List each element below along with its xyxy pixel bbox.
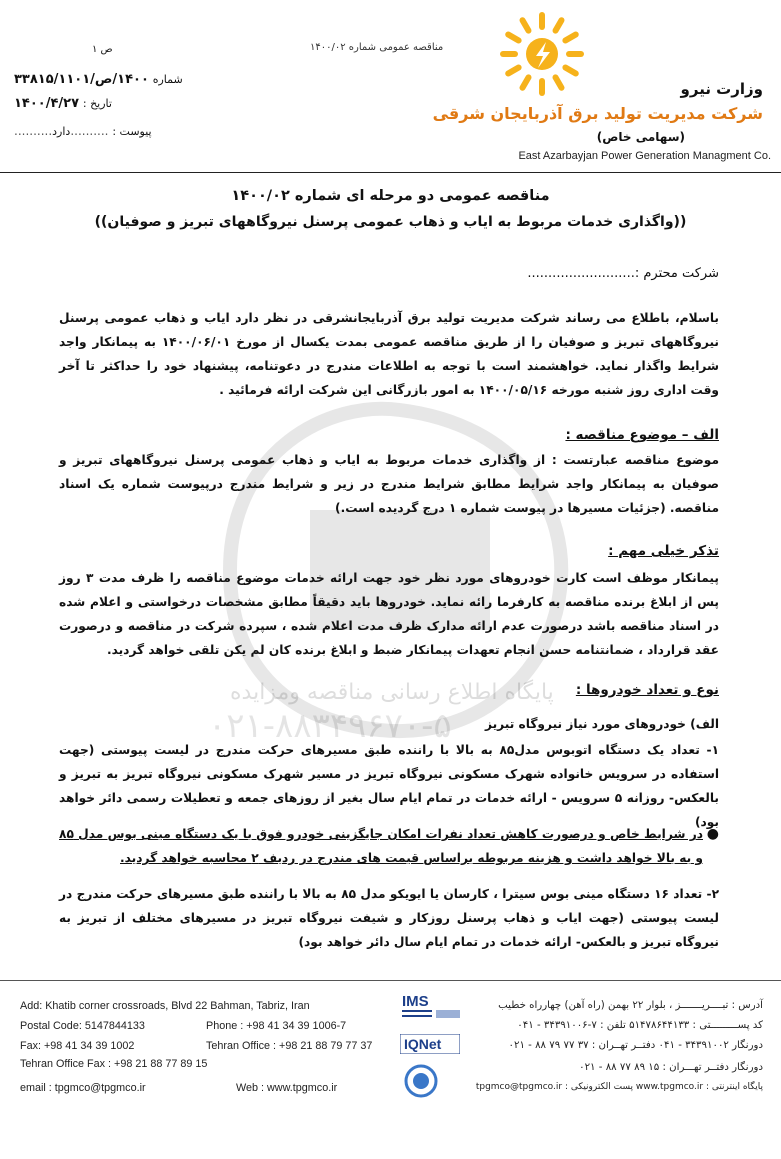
heading-important-note: تذکر خیلی مهم : — [608, 543, 719, 559]
footer-fax-en: Fax: +98 41 34 39 1002 — [20, 1040, 135, 1052]
letter-date-value: ۱۴۰۰/۴/۲۷ — [14, 96, 80, 111]
footer-email-web-en — [20, 1082, 338, 1094]
iqnet-cert-icon — [400, 1034, 460, 1054]
heading-subject: الف – موضوع مناقصه : — [565, 427, 719, 443]
letter-number — [14, 72, 183, 87]
letter-attachment-value: دارد — [52, 125, 71, 138]
bullet-dot-icon: ● — [706, 826, 719, 842]
letter-attachment — [14, 124, 152, 138]
footer-fax-fa: دورنگار ۳۴۳۹۱۰۰۲ - ۰۴۱ دفتــر تهــران : ۳۷ ۷۷ ۷۹ ۸۸ - ۰۲۱ — [508, 1040, 763, 1051]
header-divider — [0, 172, 781, 173]
company-type: (سهامی خاص) — [596, 130, 685, 144]
footer-email-en: email : tpgmco@tpgmco.ir — [20, 1082, 146, 1094]
company-name-fa: شرکت مدیریت تولید برق آذربایجان شرقی — [432, 104, 763, 123]
footer-address-en: Add: Khatib corner crossroads, Blvd 22 Bahman, Tabriz, Iran — [20, 1000, 310, 1012]
footer-phone-en: Phone : +98 41 34 39 1006-7 — [206, 1020, 347, 1032]
letter-date-label: تاریخ : — [82, 97, 112, 110]
bullet-note — [59, 822, 719, 870]
footer-web-email-fa: پایگاه اینترنتی : www.tpgmco.ir پست الکترونیکی : tpgmco@tpgmco.ir — [475, 1082, 763, 1092]
letter-attachment-dots: .......... — [70, 124, 109, 138]
footer-fax-office-en — [20, 1040, 373, 1052]
company-logo — [498, 10, 586, 98]
vehicle-item-2: ۲- تعداد ۱۶ دستگاه مینی بوس سیترا ، کارسان یا ایویکو مدل ۸۵ به بالا با راننده طبق مسیرهای حرکت مندرج در لیست پیوستی (جهت ایاب و ذهاب پرسنل روزکار و شیفت نیروگاه تبریز در مسیرهای مختلف از تبریز به نیروگاه تبریز و بالعکس- ارائه خدمات در تمام ایام سال دائر خواهد بود) — [59, 887, 720, 949]
ministry-name: وزارت نیرو — [680, 80, 763, 98]
important-note-paragraph: پیمانکار موظف است کارت خودروهای مورد نظر خود جهت ارائه خدمات موضوع مناقصه را ظرف مدت ۳ روز پس از ابلاغ برنده مناقصه به کارفرما رائه نماید. خودروها باید دقیقاً مطابق مشخصات درخواستی و اعلام شده در اسناد مناقصه باشد درصورت عدم ارائه مدارک ظرف مدت اعلام شده ، سپرده شرکت در مناقصه و درصورت عقد قرارداد ، ضمانتنامه حسن انجام تعهدات پیمانکار ضبط و ابلاغ برنده کان لم یکن تلقی خواهد گردید. — [59, 571, 719, 657]
watermark-phone: ۰۲۱-۸۸۳۴۹۶۷۰-۵ — [208, 706, 452, 746]
header-tender-ref: مناقصه عمومی شماره ۱۴۰۰/۰۲ — [310, 42, 444, 53]
footer-tehran-office-en: Tehran Office : +98 21 88 79 77 37 — [206, 1040, 373, 1052]
bullet-note-text: در شرایط خاص و درصورت کاهش تعداد نفرات امکان جایگزینی خودرو فوق با یک دستگاه مینی بوس مدل ۸۵ و به بالا خواهد داشت و هزینه مربوطه براساس قیمت های مندرج در ردیف ۲ محاسبه خواهد گردید. — [59, 827, 703, 865]
intro-paragraph: باسلام، باطلاع می رساند شرکت مدیریت تولید برق آذربایجانشرقی در نظر دارد ایاب و ذهاب عمومی پرسنل نیروگاههای تبریز و صوفیان را از طریق مناقصه عمومی بمدت یکسال از مورخ ۱۴۰۰/۰۶/۰۱ به پیمانکار واجد شرایط واگذار نماید. خواهشمند است با توجه به اطلاعات مندرج در دعوتنامه، پیشنهاد خود را حداکثر تا آخر وقت اداری روز شنبه مورخه ۱۴۰۰/۰۵/۱۶ به امور بازرگانی این شرکت ارائه فرمائید . — [59, 311, 720, 397]
letter-attachment-label: پیوست : — [112, 125, 152, 138]
letter-number-value: ۱۴۰۰/ص/۳۳۸۱۵/۱۱۰۱ — [14, 72, 149, 87]
footer-address-fa: آدرس : تبــــریـــــــز ، بلوار ۲۲ بهمن (راه آهن) چهارراه خطیب — [498, 1000, 763, 1011]
watermark-text: پایگاه اطلاع رسانی مناقصه ومزایده — [230, 680, 554, 705]
document-subtitle: ((واگذاری خدمات مربوط به ایاب و ذهاب عمومی پرسنل نیروگاههای تبریز و صوفیان)) — [94, 214, 687, 230]
quality-badge-icon — [404, 1064, 438, 1098]
footer-tehran-fax-fa: دورنگار دفتــر تهـــران : ۱۵ ۸۹ ۷۷ ۸۸ - ۰۲۱ — [579, 1062, 763, 1073]
letter-date — [14, 96, 112, 111]
page-number: ص ۱ — [92, 44, 113, 55]
footer-divider — [0, 980, 781, 981]
footer-tehran-fax-en: Tehran Office Fax : +98 21 88 77 89 15 — [20, 1058, 208, 1070]
letter-attachment-dots: .......... — [14, 124, 53, 138]
footer-postal-fa: کد پســـــــــتی : ۵۱۴۷۸۶۴۴۱۳۳ تلفن : ۷-۳۴۳۹۱۰۰۶ - ۰۴۱ — [517, 1020, 763, 1031]
subject-paragraph: موضوع مناقصه عبارتست : از واگذاری خدمات مربوط به ایاب و ذهاب عمومی پرسنل نیروگاههای تبریز و صوفیان به پیمانکار واجد شرایط مطابق شرایط مندرج در زیر و شرایط مندرج درپیوست شماره یک اسناد مناقصه. (جزئیات مسیرها در پیوست شماره ۱ درج گردیده است.) — [59, 453, 719, 515]
footer-web-en: Web : www.tpgmco.ir — [236, 1082, 338, 1094]
letter-number-label: شماره — [152, 73, 183, 86]
vehicles-section-a: الف) خودروهای مورد نیاز نیروگاه تبریز — [485, 717, 719, 731]
ims-cert-icon — [400, 992, 462, 1022]
vehicle-item-1: ۱- تعداد یک دستگاه اتوبوس مدل۸۵ به بالا با راننده طبق مسیرهای حرکت مندرج در لیست پیوستی (جهت استفاده در سرویس خانواده شهرک مسکونی نیروگاه تبریز در مسیر شهرک مسکونی نیروگاه تبریز به تبریز و بالعکس- روزانه ۵ سرویس - ارائه خدمات در تمام ایام سال بغیر از روزهای جمعه و تعطیلات رسمی دائر خواهد بود) — [59, 743, 720, 829]
company-name-en: East Azarbayjan Power Generation Managment Co. — [518, 150, 771, 162]
heading-vehicles: نوع و تعداد خودروها : — [575, 682, 719, 698]
footer-postal-phone-en — [20, 1020, 347, 1032]
addressee-line: شرکت محترم :.......................... — [527, 266, 719, 281]
document-title: مناقصه عمومی دو مرحله ای شماره ۱۴۰۰/۰۲ — [231, 188, 550, 204]
footer-postal-en: Postal Code: 5147844133 — [20, 1020, 145, 1032]
iqnet-cert-label: IQNet — [404, 1036, 442, 1052]
ims-cert-label: IMS — [402, 993, 429, 1010]
